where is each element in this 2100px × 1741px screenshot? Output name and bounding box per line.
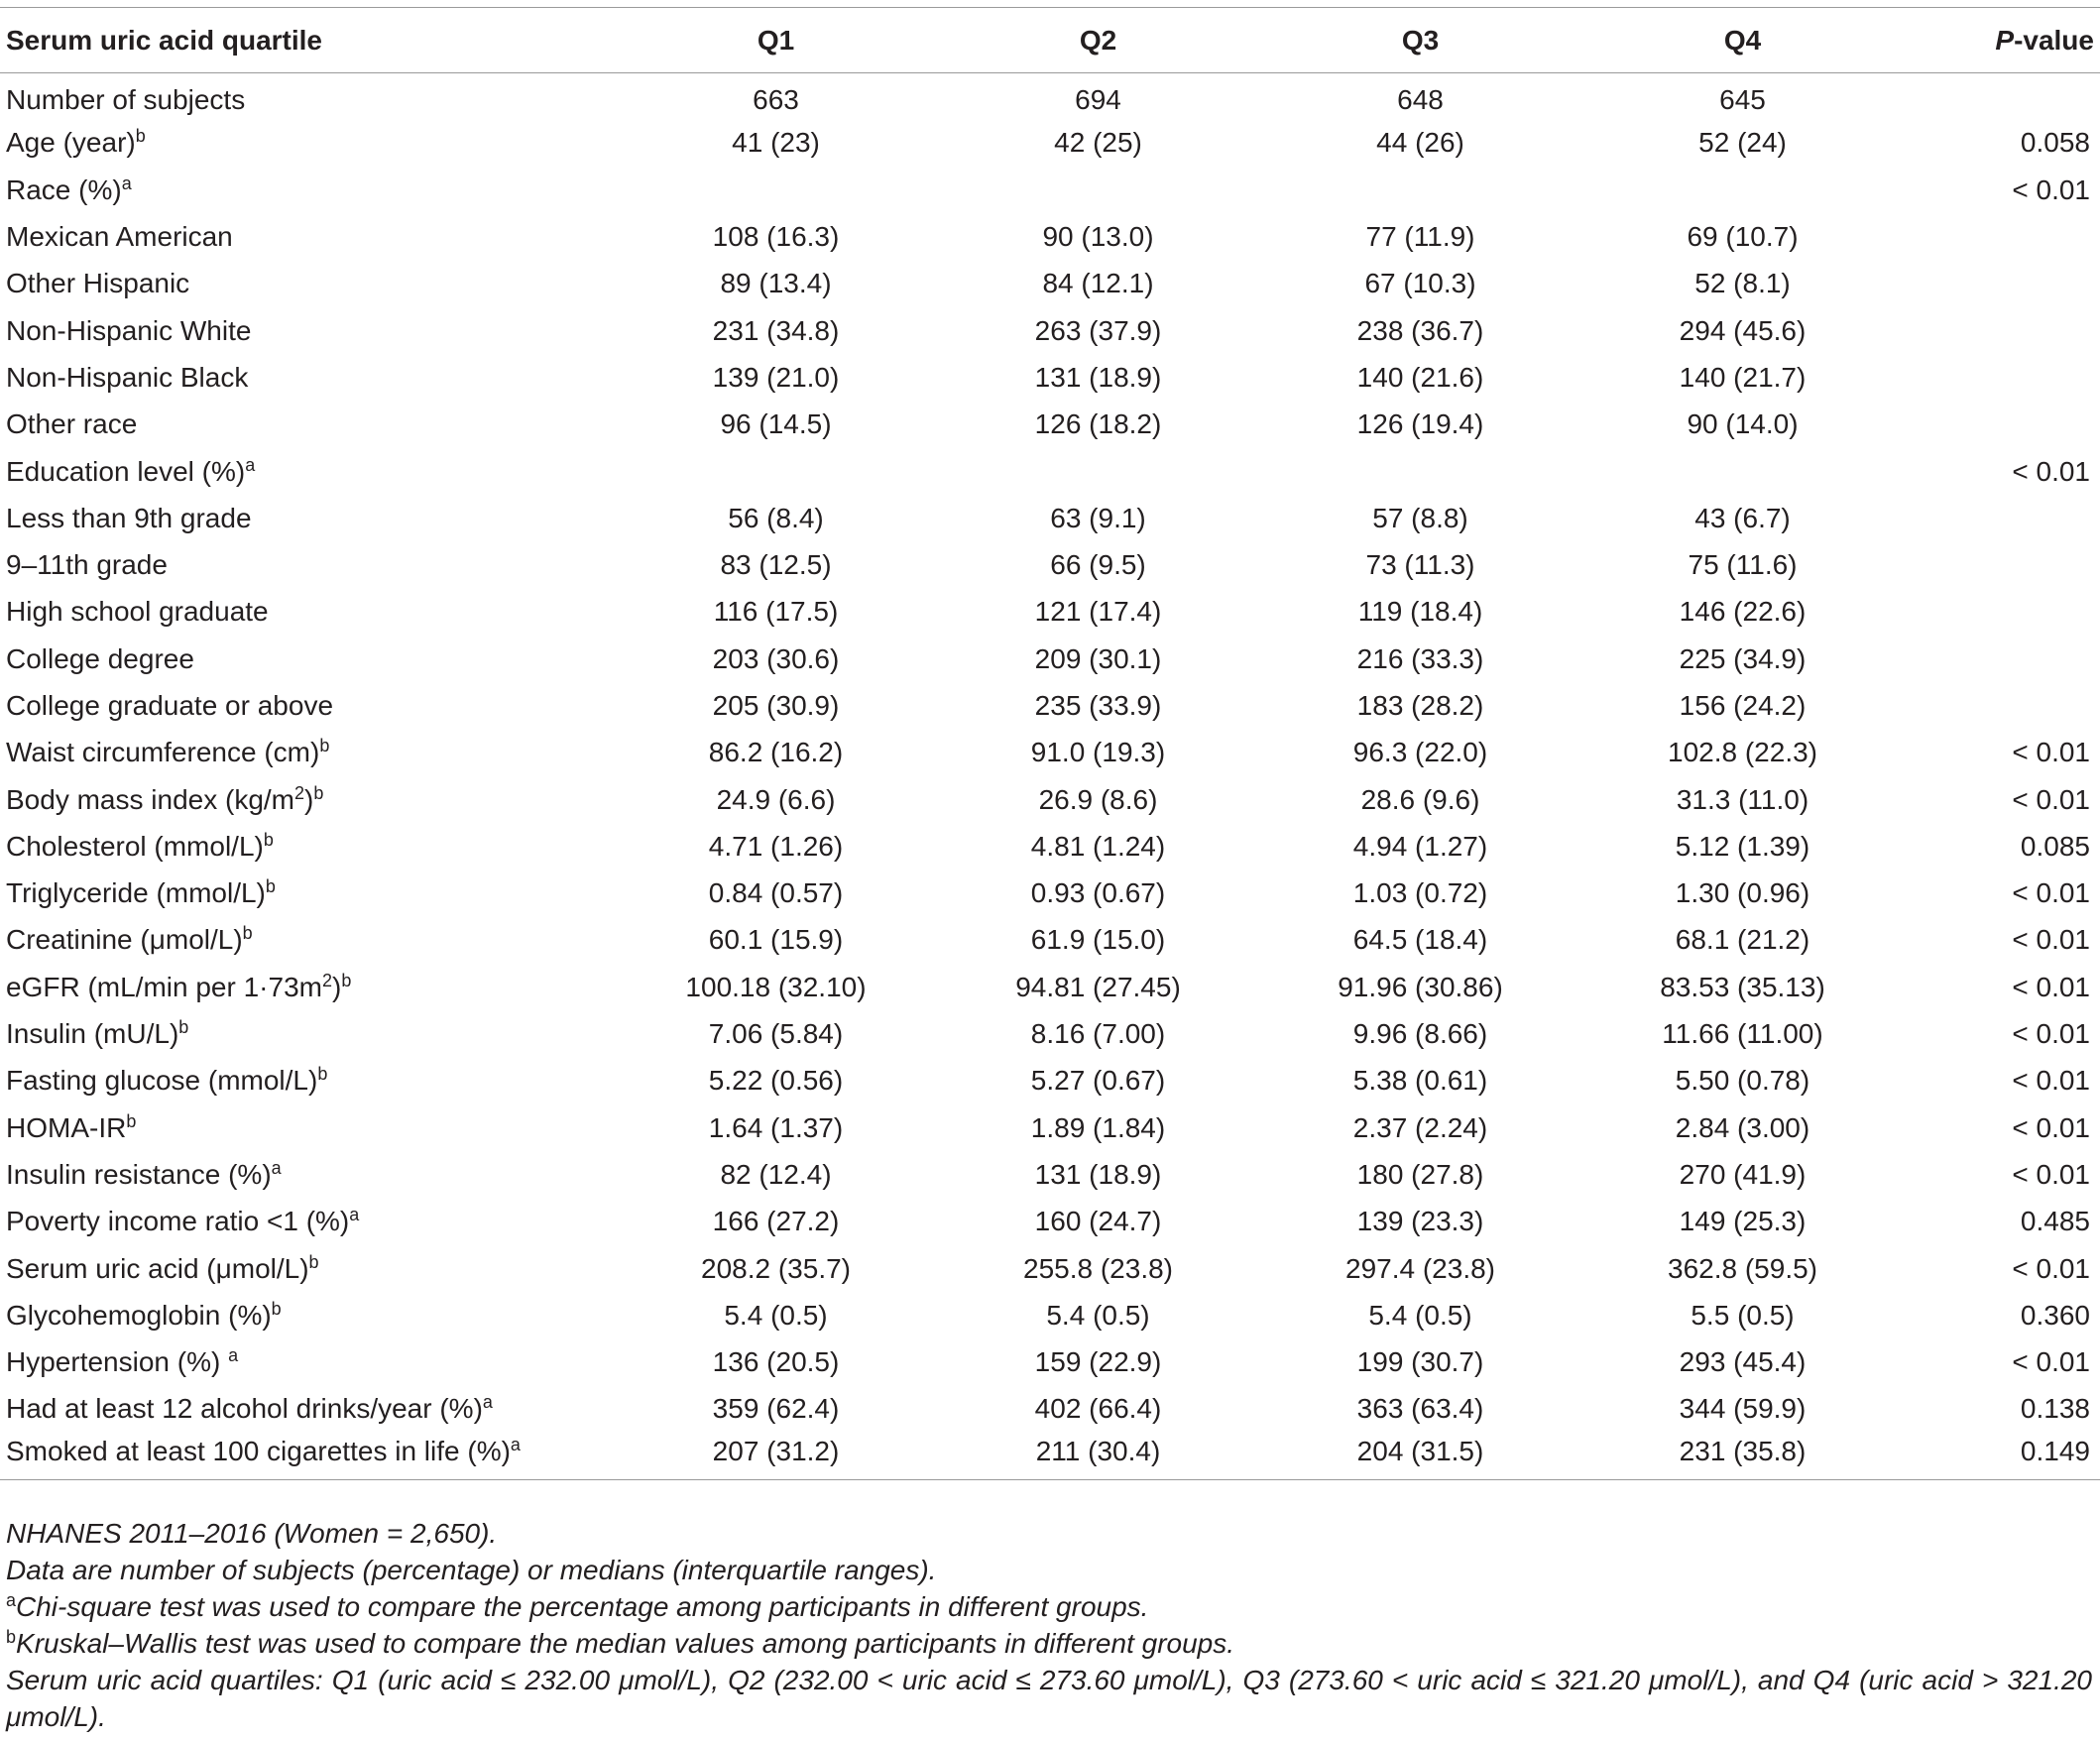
cell-q1: 4.71 (1.26) [708,830,844,862]
row-label [0,1292,615,1338]
row-footnote-mark: b [135,126,146,147]
cell-q1: 89 (13.4) [720,268,832,299]
cell-q1: 108 (16.3) [712,221,840,253]
cell-q1: 166 (27.2) [712,1206,840,1237]
row-label [0,402,615,448]
cell-q2: 66 (9.5) [1050,549,1146,581]
cell-q3 [1259,167,1581,213]
row-label [0,120,615,167]
cell-q1: 24.9 (6.6) [716,783,836,815]
footnote-b-mark: b [6,1627,17,1647]
row-footnote-mark: b [313,782,324,803]
row-label [0,823,615,870]
row-label [0,1386,615,1433]
row-label [0,307,615,354]
cell-p-value [1904,402,2100,448]
cell-q3: 28.6 (9.6) [1360,783,1480,815]
row-label-exponent: 2 [294,782,305,803]
table-row [0,541,2100,588]
cell-q3: 57 (8.8) [1372,502,1468,533]
cell-q1: 359 (62.4) [712,1393,840,1425]
cell-p-value [1904,213,2100,260]
header-q4: Q4 [1723,24,1762,56]
row-label-text: Had at least 12 alcohol drinks/year (%) [6,1393,483,1425]
row-label-text: Mexican American [6,221,233,253]
cell-q4: 231 (35.8) [1679,1435,1807,1466]
table-row [0,730,2100,776]
cell-q3: 64.5 (18.4) [1352,924,1488,956]
cell-p-value: 0.058 [2020,127,2090,159]
row-label-text: College degree [6,642,194,674]
cell-q3: 183 (28.2) [1356,690,1484,721]
cell-q1: 7.06 (5.84) [708,1018,844,1050]
table-row [0,776,2100,823]
row-footnote-mark: a [510,1434,521,1454]
row-label-text: eGFR (mL/min per 1·73m [6,971,322,1002]
cell-q3: 363 (63.4) [1356,1393,1484,1425]
row-label-text: Creatinine (μmol/L) [6,924,243,956]
cell-p-value [1904,541,2100,588]
cell-p-value: 0.138 [2020,1393,2090,1425]
cell-q3: 180 (27.8) [1356,1158,1484,1190]
cell-q2: 5.27 (0.67) [1030,1065,1166,1097]
cell-q2 [937,167,1259,213]
cell-q2: 94.81 (27.45) [1015,971,1181,1002]
row-label [0,964,615,1010]
cell-q4: 293 (45.4) [1679,1346,1807,1378]
cell-q2: 131 (18.9) [1034,1158,1162,1190]
cell-q1 [615,167,937,213]
cell-q2: 263 (37.9) [1034,314,1162,346]
cell-p-value [1904,495,2100,541]
row-footnote-mark: b [341,970,352,990]
row-label-text: College graduate or above [6,690,334,721]
cell-q4: 294 (45.6) [1679,314,1807,346]
cell-p-value [1904,354,2100,401]
cell-p-value: < 0.01 [2012,783,2090,815]
row-label [0,1104,615,1151]
cell-q1: 100.18 (32.10) [685,971,867,1002]
row-footnote-mark: a [228,1345,239,1366]
cell-q3: 73 (11.3) [1365,549,1475,581]
cell-q2: 160 (24.7) [1034,1206,1162,1237]
row-label-text: Insulin (mU/L) [6,1018,179,1050]
table-row [0,402,2100,448]
cell-q1: 203 (30.6) [712,642,840,674]
row-footnote-mark: b [263,829,274,850]
cell-q4: 5.5 (0.5) [1691,1299,1795,1331]
row-label [0,73,615,120]
cell-q3: 96.3 (22.0) [1352,737,1488,768]
cell-p-value: < 0.01 [2012,971,2090,1002]
table-row [0,1010,2100,1057]
table-row [0,917,2100,964]
table-row [0,73,2100,120]
row-label [0,1339,615,1386]
row-label-text: Serum uric acid (μmol/L) [6,1252,309,1284]
cell-q4: 5.12 (1.39) [1675,830,1810,862]
cell-q3: 119 (18.4) [1357,596,1483,628]
header-q2: Q2 [1079,24,1117,56]
cell-q1: 663 [753,84,799,116]
table-row [0,1292,2100,1338]
footnote-a [6,1588,2092,1625]
header-p-value [1904,8,2100,73]
cell-q1: 5.4 (0.5) [724,1299,828,1331]
row-label [0,730,615,776]
cell-q3: 297.4 (23.8) [1345,1252,1495,1284]
cell-q4: 344 (59.9) [1679,1393,1807,1425]
cell-q3: 91.96 (30.86) [1338,971,1503,1002]
cell-q2: 61.9 (15.0) [1030,924,1166,956]
row-footnote-mark: a [245,454,256,475]
row-label-tail: ) [304,783,314,815]
cell-q1: 5.22 (0.56) [708,1065,844,1097]
table-row [0,1104,2100,1151]
cell-q3: 140 (21.6) [1356,361,1484,393]
table-row [0,682,2100,729]
cell-q4: 90 (14.0) [1687,408,1799,440]
row-label-text: Non-Hispanic White [6,314,252,346]
cell-q1: 0.84 (0.57) [708,877,844,909]
table-row [0,448,2100,495]
row-label [0,870,615,917]
cell-q3: 9.96 (8.66) [1352,1018,1488,1050]
header-row [0,8,2100,73]
table-row [0,1058,2100,1104]
footnote-b [6,1625,2092,1662]
cell-q4 [1581,167,1904,213]
cell-q2: 126 (18.2) [1034,408,1162,440]
cell-p-value: < 0.01 [2012,1158,2090,1190]
footnote-source: NHANES 2011–2016 (Women = 2,650). [6,1518,498,1549]
row-footnote-mark: b [308,1251,319,1272]
table-row [0,307,2100,354]
cell-p-value: 0.149 [2020,1435,2090,1466]
row-footnote-mark: b [265,876,276,897]
header-p-rest: -value [2014,24,2094,56]
cell-q1: 116 (17.5) [713,596,839,628]
cell-p-value: < 0.01 [2012,1346,2090,1378]
cell-q2: 159 (22.9) [1034,1346,1162,1378]
cell-q3: 126 (19.4) [1356,408,1484,440]
header-q1: Q1 [757,24,795,56]
cell-q1 [615,448,937,495]
cell-q4: 102.8 (22.3) [1668,737,1817,768]
row-label [0,1433,615,1479]
row-label-text: High school graduate [6,596,269,628]
cell-q4: 69 (10.7) [1687,221,1799,253]
row-footnote-mark: a [349,1205,360,1225]
cell-q1: 96 (14.5) [720,408,832,440]
table-row [0,354,2100,401]
cell-q2: 131 (18.9) [1034,361,1162,393]
cell-q3: 2.37 (2.24) [1352,1111,1488,1143]
table-row [0,589,2100,636]
row-label [0,261,615,307]
footnote-quartiles: Serum uric acid quartiles: Q1 (uric acid ≤ 232.00 μmol/L), Q2 (232.00 < uric acid ≤ 273.60 μmol/L), Q3 (273.60 < uric acid ≤ 321.20 μmol/L), and Q4 (uric acid > 321.20 μmol/L). [6,1665,2092,1732]
row-label [0,682,615,729]
cell-p-value [1904,636,2100,682]
cell-q4: 43 (6.7) [1694,502,1791,533]
header-p-italic: P [1995,24,2015,56]
cell-q3: 1.03 (0.72) [1352,877,1488,909]
row-footnote-mark: a [121,173,132,193]
row-label-text: Education level (%) [6,455,246,487]
cell-q1: 207 (31.2) [712,1435,840,1466]
cell-p-value: < 0.01 [2012,877,2090,909]
row-footnote-mark: b [126,1110,137,1131]
cell-q1: 83 (12.5) [720,549,832,581]
row-label-text: Smoked at least 100 cigarettes in life (%) [6,1435,511,1466]
table-row [0,261,2100,307]
row-label-text: Fasting glucose (mmol/L) [6,1065,318,1097]
table-row [0,213,2100,260]
row-label [0,636,615,682]
cell-q2: 26.9 (8.6) [1038,783,1158,815]
row-label-text: Glycohemoglobin (%) [6,1299,272,1331]
header-quartile-label: Serum uric acid quartile [6,24,322,56]
cell-p-value [1904,682,2100,729]
row-footnote-mark: a [482,1392,493,1413]
cell-p-value: < 0.01 [2012,174,2090,205]
cell-q1: 136 (20.5) [712,1346,840,1378]
cell-q2: 255.8 (23.8) [1023,1252,1173,1284]
cell-q4: 83.53 (35.13) [1660,971,1825,1002]
row-label-text: Non-Hispanic Black [6,361,249,393]
row-label [0,1010,615,1057]
cell-q1: 41 (23) [732,127,820,159]
cell-q1: 82 (12.4) [720,1158,832,1190]
table-row [0,1245,2100,1292]
cell-q3: 5.38 (0.61) [1352,1065,1488,1097]
cell-q1: 139 (21.0) [712,361,840,393]
cell-q2: 402 (66.4) [1034,1393,1162,1425]
row-label-tail: ) [331,971,342,1002]
cell-q4: 11.66 (11.00) [1662,1018,1823,1050]
cell-q2: 211 (30.4) [1035,1435,1161,1466]
cell-p-value: 0.360 [2020,1299,2090,1331]
cell-q4: 149 (25.3) [1679,1206,1807,1237]
cell-q4 [1581,448,1904,495]
footnote-a-text: Chi-square test was used to compare the percentage among participants in different groups. [16,1591,1149,1622]
cell-q3: 139 (23.3) [1356,1206,1484,1237]
row-label [0,776,615,823]
table-row [0,1339,2100,1386]
cell-q3 [1259,448,1581,495]
table-row [0,870,2100,917]
cell-q4: 31.3 (11.0) [1676,783,1809,815]
row-label [0,213,615,260]
cell-q4: 146 (22.6) [1679,596,1807,628]
cell-q3: 199 (30.7) [1356,1346,1484,1378]
cell-q3: 5.4 (0.5) [1368,1299,1472,1331]
row-label-text: HOMA-IR [6,1111,127,1143]
cell-q3: 67 (10.3) [1364,268,1476,299]
footnote-b-text: Kruskal–Wallis test was used to compare the median values among participants in different groups. [16,1628,1235,1659]
cell-q2: 91.0 (19.3) [1030,737,1166,768]
cell-q4: 225 (34.9) [1679,642,1807,674]
cell-q4: 270 (41.9) [1679,1158,1807,1190]
cell-q3: 216 (33.3) [1356,642,1484,674]
row-label [0,917,615,964]
uric-acid-quartile-table [0,7,2100,1480]
cell-q4: 5.50 (0.78) [1675,1065,1810,1097]
cell-q4: 645 [1719,84,1766,116]
cell-q2: 1.89 (1.84) [1030,1111,1166,1143]
row-label-text: Other Hispanic [6,268,190,299]
cell-q4: 1.30 (0.96) [1675,877,1810,909]
row-label-text: Cholesterol (mmol/L) [6,830,264,862]
table-row [0,823,2100,870]
table-row [0,1151,2100,1198]
row-label-text: Other race [6,408,138,440]
cell-q2: 235 (33.9) [1034,690,1162,721]
table-body [0,73,2100,1480]
cell-q1: 208.2 (35.7) [701,1252,851,1284]
cell-q2: 42 (25) [1054,127,1142,159]
row-label-text: Hypertension (%) [6,1346,229,1378]
cell-q4: 75 (11.6) [1688,549,1798,581]
table-footnotes [6,1515,2092,1735]
cell-q4: 2.84 (3.00) [1675,1111,1810,1143]
row-label [0,354,615,401]
table-row [0,636,2100,682]
cell-q2: 4.81 (1.24) [1030,830,1166,862]
cell-q2: 209 (30.1) [1034,642,1162,674]
cell-p-value [1904,589,2100,636]
row-footnote-mark: b [317,1064,328,1085]
row-label [0,448,615,495]
cell-p-value: < 0.01 [2012,455,2090,487]
row-label-text: Waist circumference (cm) [6,737,320,768]
row-label-exponent: 2 [321,970,332,990]
row-label-text: Insulin resistance (%) [6,1158,272,1190]
row-label [0,589,615,636]
cell-p-value: < 0.01 [2012,1018,2090,1050]
cell-q1: 1.64 (1.37) [708,1111,844,1143]
cell-q2: 90 (13.0) [1042,221,1154,253]
table-row [0,120,2100,167]
row-label-text: Body mass index (kg/m [6,783,294,815]
row-label [0,1058,615,1104]
row-label [0,1245,615,1292]
cell-q3: 238 (36.7) [1356,314,1484,346]
cell-p-value: < 0.01 [2012,1065,2090,1097]
cell-p-value: 0.485 [2020,1206,2090,1237]
cell-q1: 86.2 (16.2) [708,737,844,768]
row-label-text: Triglyceride (mmol/L) [6,877,266,909]
row-label [0,167,615,213]
cell-q4: 52 (8.1) [1694,268,1791,299]
cell-q3: 204 (31.5) [1356,1435,1484,1466]
cell-q4: 362.8 (59.5) [1668,1252,1817,1284]
cell-p-value [1904,307,2100,354]
cell-p-value: < 0.01 [2012,1111,2090,1143]
cell-q1: 60.1 (15.9) [708,924,844,956]
cell-q2: 84 (12.1) [1042,268,1154,299]
table-row [0,1386,2100,1433]
header-q3: Q3 [1401,24,1440,56]
row-label-text: Poverty income ratio <1 (%) [6,1206,350,1237]
table-row [0,167,2100,213]
cell-q1: 205 (30.9) [712,690,840,721]
cell-p-value: < 0.01 [2012,1252,2090,1284]
row-label-text: 9–11th grade [6,549,168,581]
row-footnote-mark: b [178,1017,189,1038]
cell-q3: 648 [1397,84,1444,116]
row-label [0,1151,615,1198]
row-footnote-mark: b [319,736,330,756]
cell-q4: 156 (24.2) [1679,690,1807,721]
cell-p-value [1904,73,2100,120]
cell-q3: 77 (11.9) [1365,221,1475,253]
table-row [0,1199,2100,1245]
footnote-a-mark: a [6,1590,17,1610]
row-label-text: Number of subjects [6,84,246,116]
table-row [0,964,2100,1010]
cell-q4: 52 (24) [1698,127,1787,159]
table-row [0,1433,2100,1479]
cell-p-value: 0.085 [2020,830,2090,862]
cell-q2: 0.93 (0.67) [1030,877,1166,909]
cell-q2 [937,448,1259,495]
cell-p-value: < 0.01 [2012,924,2090,956]
row-footnote-mark: b [271,1298,282,1319]
cell-q4: 140 (21.7) [1679,361,1807,393]
cell-p-value [1904,261,2100,307]
row-footnote-mark: a [271,1157,282,1178]
table-row [0,495,2100,541]
row-label [0,541,615,588]
row-footnote-mark: b [242,923,253,944]
table-header [0,8,2100,73]
row-label-text: Age (year) [6,127,136,159]
cell-q2: 5.4 (0.5) [1046,1299,1150,1331]
row-label-text: Race (%) [6,174,122,205]
cell-q2: 121 (17.4) [1034,596,1162,628]
cell-q2: 694 [1075,84,1121,116]
cell-q3: 4.94 (1.27) [1352,830,1488,862]
footnote-data-note: Data are number of subjects (percentage) or medians (interquartile ranges). [6,1555,937,1585]
cell-q3: 44 (26) [1376,127,1464,159]
row-label [0,1199,615,1245]
cell-q4: 68.1 (21.2) [1675,924,1810,956]
cell-q1: 56 (8.4) [728,502,824,533]
row-label [0,495,615,541]
cell-q2: 8.16 (7.00) [1030,1018,1166,1050]
cell-q2: 63 (9.1) [1050,502,1146,533]
row-label-text: Less than 9th grade [6,502,252,533]
cell-p-value: < 0.01 [2012,737,2090,768]
cell-q1: 231 (34.8) [712,314,840,346]
